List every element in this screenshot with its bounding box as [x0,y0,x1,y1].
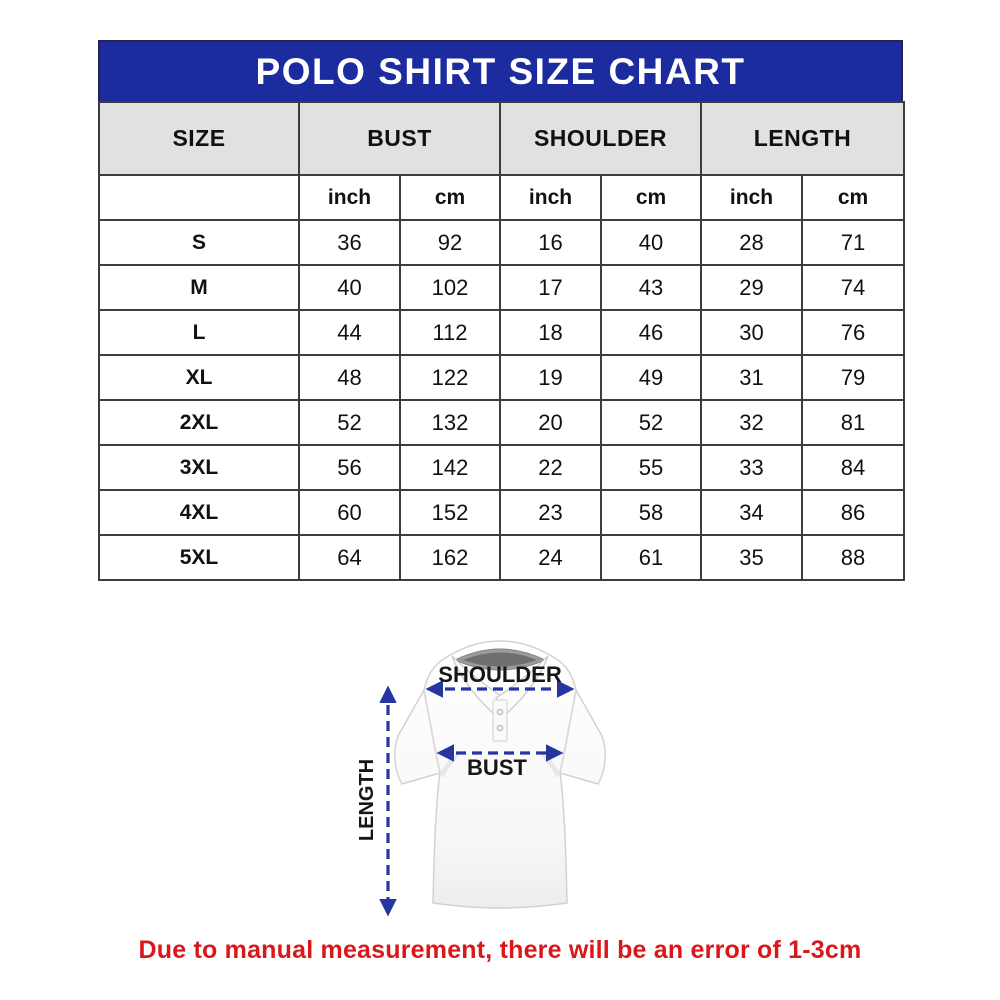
value-cell: 56 [299,445,400,490]
value-cell: 132 [400,400,500,445]
unit-header: cm [601,175,701,220]
column-header-size: SIZE [99,102,299,175]
value-cell: 36 [299,220,400,265]
value-cell: 18 [500,310,601,355]
value-cell: 23 [500,490,601,535]
size-cell: XL [99,355,299,400]
unit-header: inch [500,175,601,220]
value-cell: 112 [400,310,500,355]
table-row [99,490,904,535]
bust-label: BUST [467,755,527,780]
polo-shirt-illustration [330,636,670,932]
column-header-bust: BUST [299,102,500,175]
title-bar [98,40,903,103]
value-cell: 44 [299,310,400,355]
value-cell: 32 [701,400,802,445]
value-cell: 22 [500,445,601,490]
value-cell: 33 [701,445,802,490]
value-cell: 58 [601,490,701,535]
value-cell: 74 [802,265,904,310]
value-cell: 46 [601,310,701,355]
value-cell: 122 [400,355,500,400]
value-cell: 30 [701,310,802,355]
value-cell: 142 [400,445,500,490]
column-header-length: LENGTH [701,102,904,175]
value-cell: 16 [500,220,601,265]
value-cell: 162 [400,535,500,580]
size-chart-table [98,101,905,581]
table-header-row [99,102,904,175]
shirt-placket [493,700,507,741]
table-row [99,535,904,580]
value-cell: 88 [802,535,904,580]
value-cell: 84 [802,445,904,490]
unit-header-empty [99,175,299,220]
shirt-button [497,725,503,731]
table-row [99,265,904,310]
value-cell: 61 [601,535,701,580]
page-title: POLO SHIRT SIZE CHART [255,50,746,92]
value-cell: 28 [701,220,802,265]
table-row [99,355,904,400]
value-cell: 24 [500,535,601,580]
value-cell: 35 [701,535,802,580]
unit-header: cm [802,175,904,220]
value-cell: 52 [299,400,400,445]
unit-header: inch [701,175,802,220]
value-cell: 17 [500,265,601,310]
value-cell: 55 [601,445,701,490]
value-cell: 31 [701,355,802,400]
value-cell: 43 [601,265,701,310]
disclaimer-text: Due to manual measurement, there will be an error of 1-3cm [138,936,862,964]
value-cell: 48 [299,355,400,400]
value-cell: 49 [601,355,701,400]
size-cell: 5XL [99,535,299,580]
value-cell: 19 [500,355,601,400]
column-header-shoulder: SHOULDER [500,102,701,175]
value-cell: 29 [701,265,802,310]
value-cell: 40 [299,265,400,310]
value-cell: 34 [701,490,802,535]
table-row [99,445,904,490]
length-label: LENGTH [356,758,378,842]
size-cell: 2XL [99,400,299,445]
shoulder-label: SHOULDER [438,662,562,687]
value-cell: 64 [299,535,400,580]
table-row [99,400,904,445]
value-cell: 79 [802,355,904,400]
value-cell: 40 [601,220,701,265]
unit-header: inch [299,175,400,220]
table-row [99,220,904,265]
value-cell: 92 [400,220,500,265]
value-cell: 20 [500,400,601,445]
value-cell: 152 [400,490,500,535]
value-cell: 60 [299,490,400,535]
unit-header-row [99,175,904,220]
size-cell: 4XL [99,490,299,535]
value-cell: 102 [400,265,500,310]
size-cell: S [99,220,299,265]
value-cell: 52 [601,400,701,445]
size-cell: 3XL [99,445,299,490]
value-cell: 86 [802,490,904,535]
shirt-button [497,709,503,715]
unit-header: cm [400,175,500,220]
table-row [99,310,904,355]
value-cell: 76 [802,310,904,355]
size-cell: L [99,310,299,355]
size-cell: M [99,265,299,310]
value-cell: 81 [802,400,904,445]
value-cell: 71 [802,220,904,265]
